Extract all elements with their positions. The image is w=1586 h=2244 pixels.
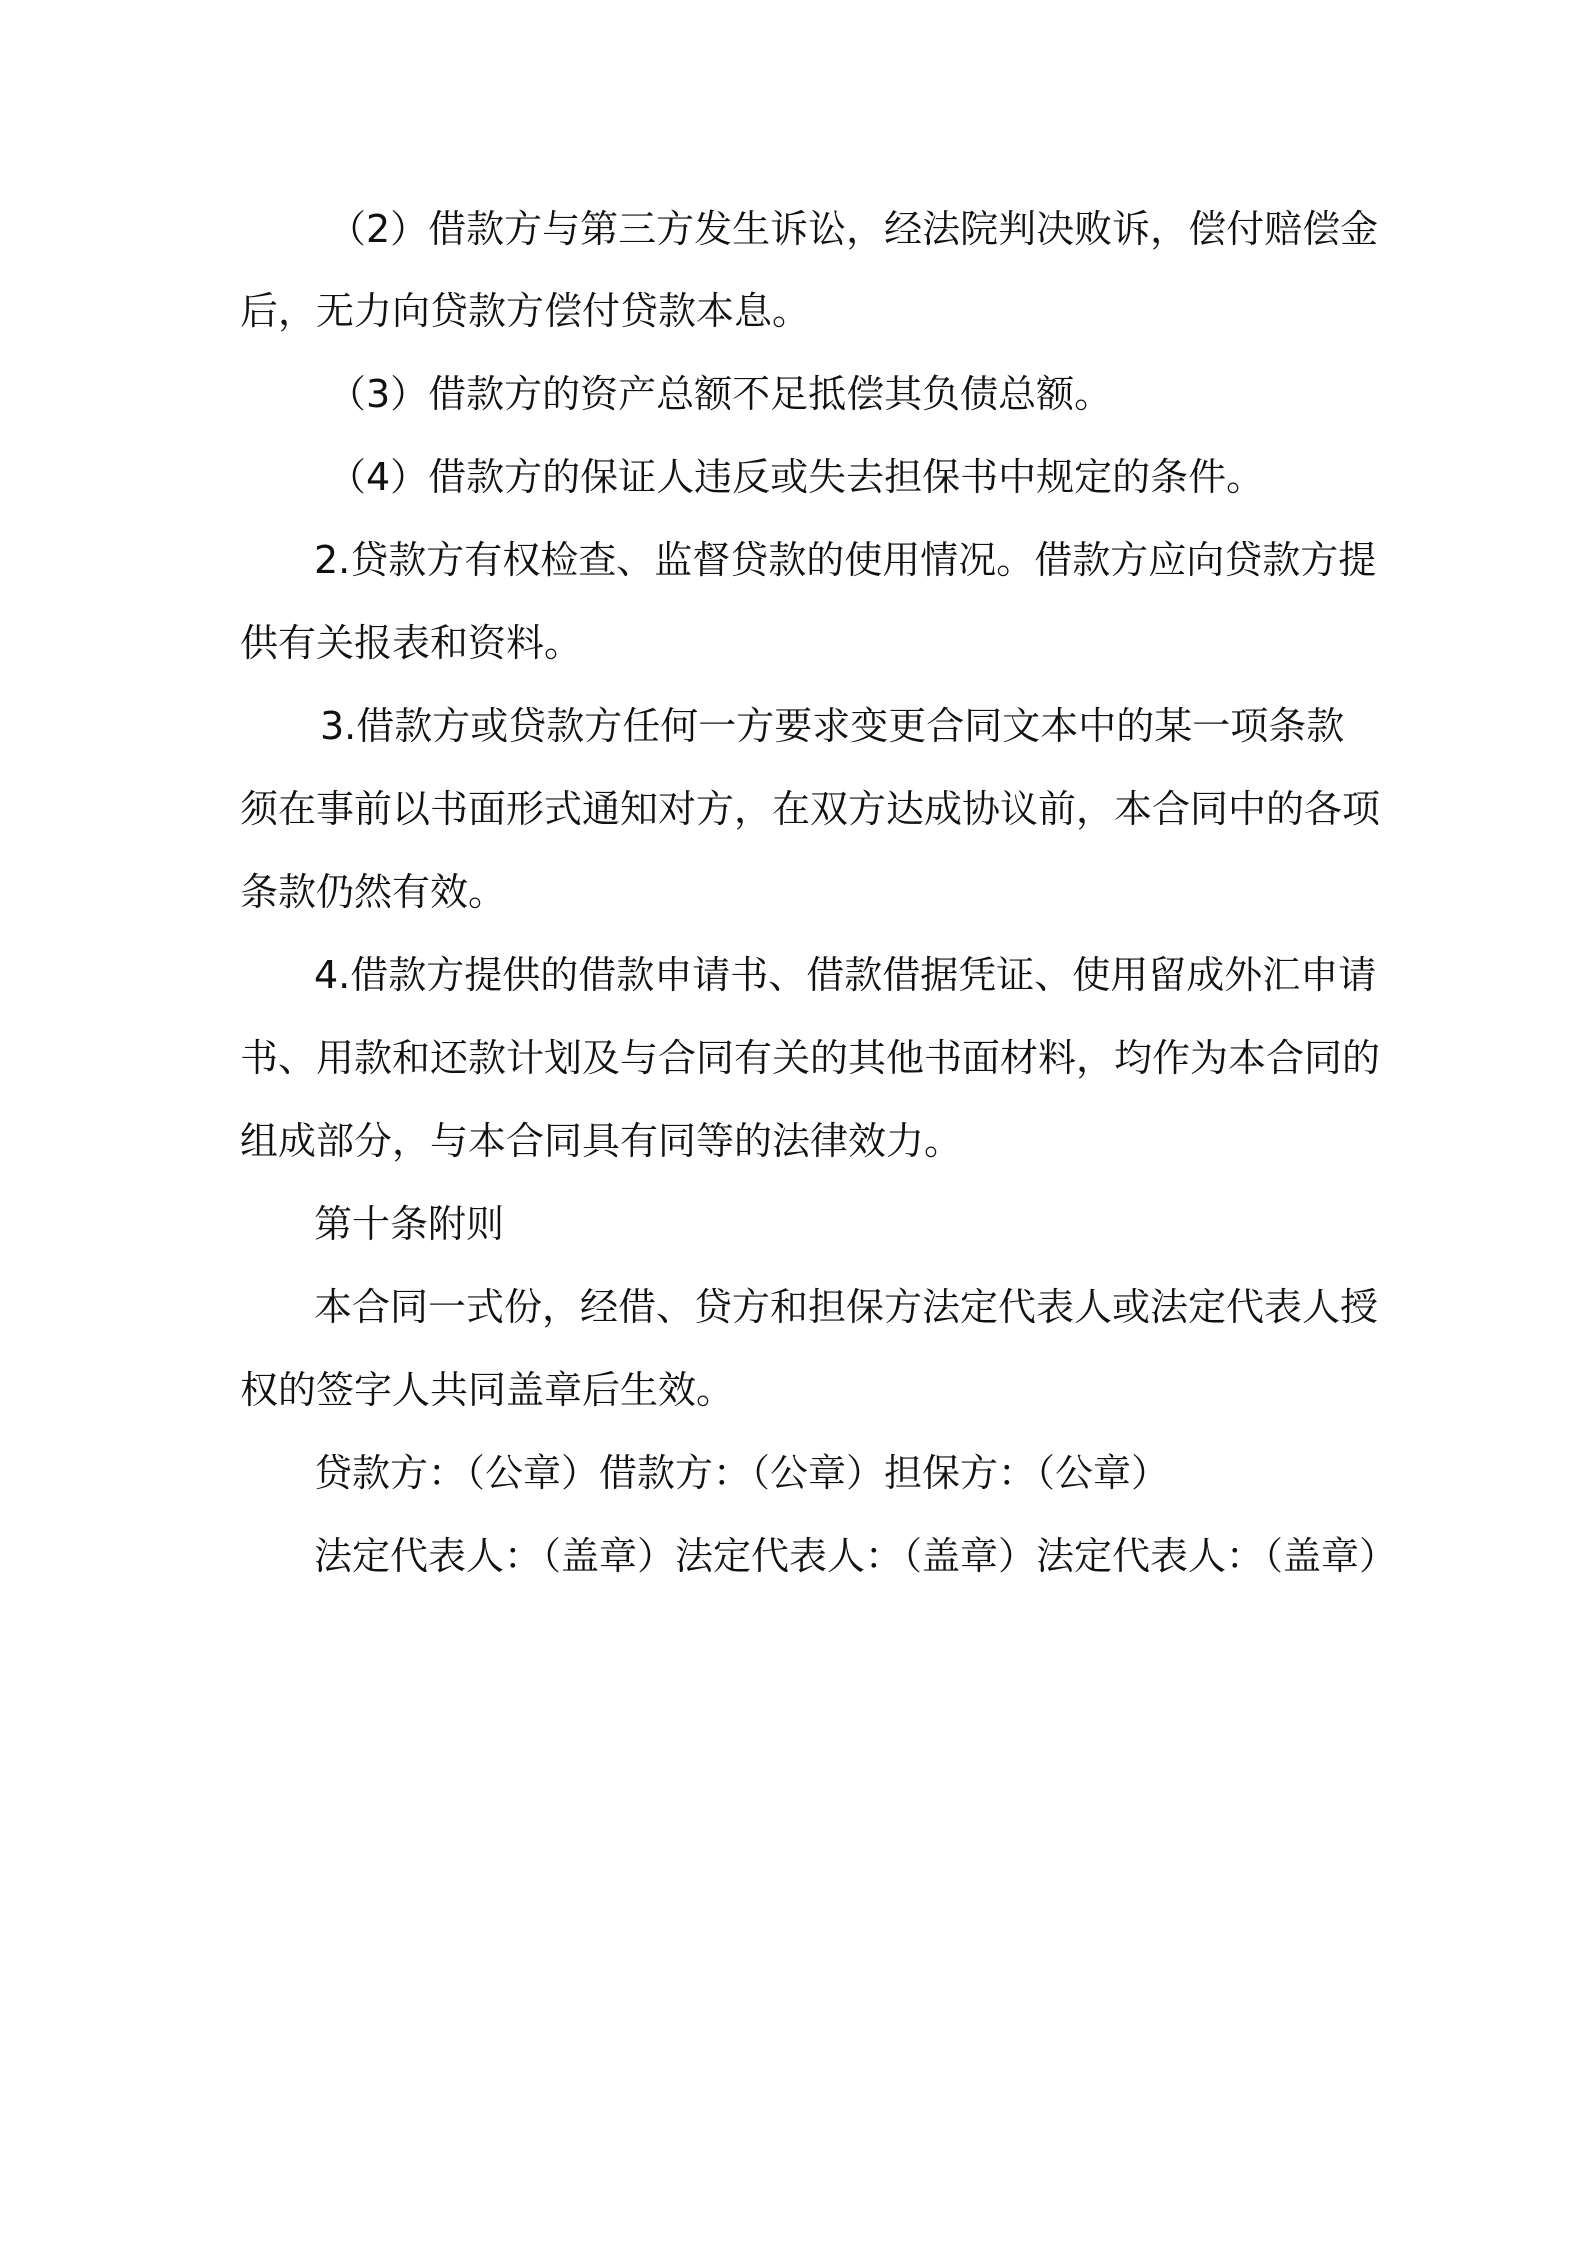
item-3-line-1: 3.借款方或贷款方任何一方要求变更合同文本中的某一项条款: [320, 704, 1345, 748]
article-10-heading: 第十条附则: [314, 1202, 505, 1246]
clause-4-line: （4）借款方的保证人违反或失去担保书中规定的条件。: [328, 455, 1265, 499]
clause-2-line-2: 后，无力向贷款方偿付贷款本息。: [240, 289, 811, 333]
item-3-line-2: 须在事前以书面形式通知对方，在双方达成协议前，本合同中的各项: [240, 787, 1381, 831]
legal-representatives-line: 法定代表人：（盖章）法定代表人：（盖章）法定代表人：（盖章）: [314, 1534, 1398, 1578]
clause-2-line-1: （2）借款方与第三方发生诉讼，经法院判决败诉，偿付赔偿金: [328, 207, 1379, 251]
supplementary-line-2: 权的签字人共同盖章后生效。: [240, 1368, 735, 1412]
item-4-line-1: 4.借款方提供的借款申请书、借款借据凭证、使用留成外汇申请: [314, 953, 1377, 997]
item-2-line-1: 2.贷款方有权检查、监督贷款的使用情况。借款方应向贷款方提: [314, 538, 1377, 582]
supplementary-line-1: 本合同一式份，经借、贷方和担保方法定代表人或法定代表人授: [314, 1285, 1379, 1329]
item-4-line-3: 组成部分，与本合同具有同等的法律效力。: [240, 1119, 963, 1163]
item-4-line-2: 书、用款和还款计划及与合同有关的其他书面材料，均作为本合同的: [240, 1036, 1381, 1080]
clause-3-line: （3）借款方的资产总额不足抵偿其负债总额。: [328, 372, 1113, 416]
item-3-line-3: 条款仍然有效。: [240, 870, 507, 914]
item-2-line-2: 供有关报表和资料。: [240, 621, 583, 665]
signature-parties-line: 贷款方：（公章）借款方：（公章）担保方：（公章）: [314, 1451, 1170, 1495]
